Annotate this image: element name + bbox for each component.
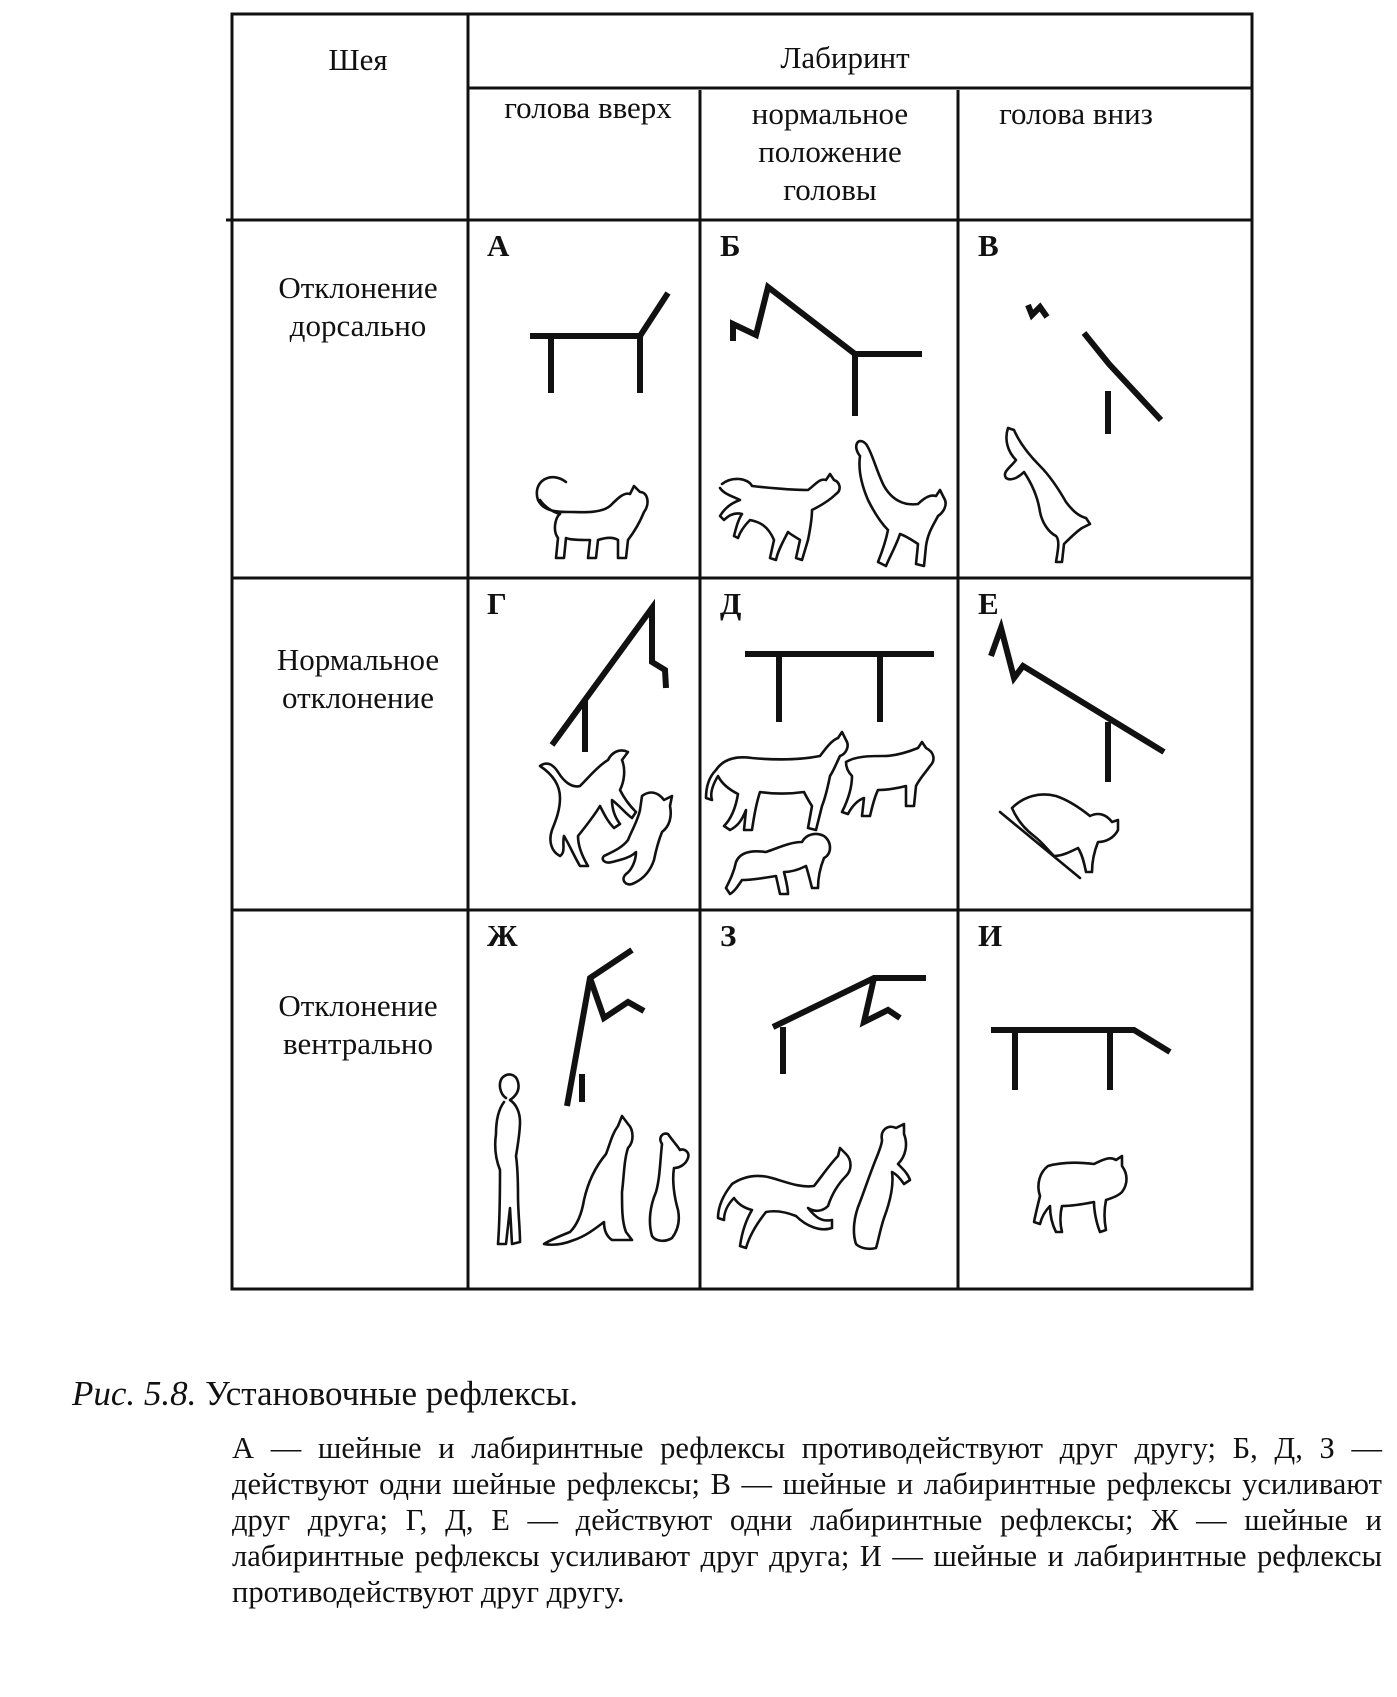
posture-diagram-zh	[567, 950, 644, 1106]
text-line: Нормальное	[276, 642, 440, 677]
cat-descending-icon	[1000, 795, 1118, 879]
posture-diagram-b	[733, 287, 922, 416]
posture-diagram-a	[530, 293, 668, 393]
caption-body: А — шейные и лабиринтные рефлексы противодействуют друг другу; Б, Д, З — действуют одни шейные рефлексы; В — шейные и лабиринтные рефлексы усиливают друг друга; Г, Д, Е — действуют одни лабиринтные рефлексы; Ж — шейные и лабиринтные рефлексы усиливают друг друга; И — шейные и лабиринтные рефлексы противодействуют друг другу.	[232, 1431, 1382, 1609]
cell-letter-d: Д	[720, 586, 742, 621]
caption-title-line	[72, 1372, 1382, 1416]
text-line: Отклонение	[278, 270, 438, 305]
row-label-dorsal	[278, 270, 437, 343]
cell-letter-zh: Ж	[487, 918, 518, 953]
cat-arched-icon	[856, 441, 945, 566]
text-line: голова вверх	[504, 90, 672, 125]
posture-diagram-i	[991, 1030, 1170, 1090]
kangaroo-icon	[544, 1116, 633, 1245]
figure-number: Рис. 5.8.	[72, 1374, 197, 1413]
row-label-ventral	[278, 988, 437, 1061]
header-neck: Шея	[328, 42, 388, 77]
text-line: положение	[758, 134, 902, 169]
column-head-normal	[752, 96, 908, 207]
text-line: Отклонение	[278, 988, 438, 1023]
row-label-normal	[277, 642, 439, 715]
dog-standing-icon	[842, 742, 933, 816]
text-line: вентрально	[283, 1026, 433, 1061]
text-line: голова вниз	[999, 96, 1153, 131]
dog-head-down-icon	[1034, 1156, 1127, 1232]
text-line: дорсально	[289, 308, 427, 343]
horse-rearing-icon	[720, 474, 840, 560]
cat-standing-icon	[537, 477, 648, 558]
posture-diagram-d	[745, 654, 934, 722]
caption-title: Установочные рефлексы.	[205, 1374, 578, 1413]
cell-letter-v: В	[978, 228, 999, 263]
posture-diagram-g	[552, 608, 666, 752]
figure-caption	[72, 1372, 1382, 1610]
horse-standing-icon	[706, 732, 848, 830]
column-head-down	[999, 96, 1153, 131]
cell-letter-z: З	[720, 918, 737, 953]
cell-letter-i: И	[978, 918, 1003, 953]
horse-jumping-icon	[718, 1148, 851, 1248]
column-head-up	[504, 90, 672, 125]
text-line: нормальное	[751, 96, 909, 131]
cell-letter-a: А	[487, 228, 510, 263]
text-line: головы	[783, 172, 877, 207]
baby-crawling-icon	[726, 834, 830, 894]
posture-diagram-z	[773, 978, 926, 1074]
cell-letter-g: Г	[487, 586, 507, 621]
bear-upright-icon	[650, 1134, 688, 1241]
posture-diagram-v	[1028, 305, 1161, 434]
posture-diagram-e	[991, 628, 1164, 782]
human-standing-icon	[495, 1075, 520, 1244]
horse-rearing-up-icon	[540, 750, 636, 866]
header-labyrinth: Лабиринт	[780, 40, 910, 75]
bear-standing-icon	[854, 1124, 910, 1249]
text-line: отклонение	[282, 680, 434, 715]
cell-letter-e: Е	[978, 586, 999, 621]
cat-diving-icon	[1005, 428, 1090, 562]
cell-letter-b: Б	[720, 228, 741, 263]
